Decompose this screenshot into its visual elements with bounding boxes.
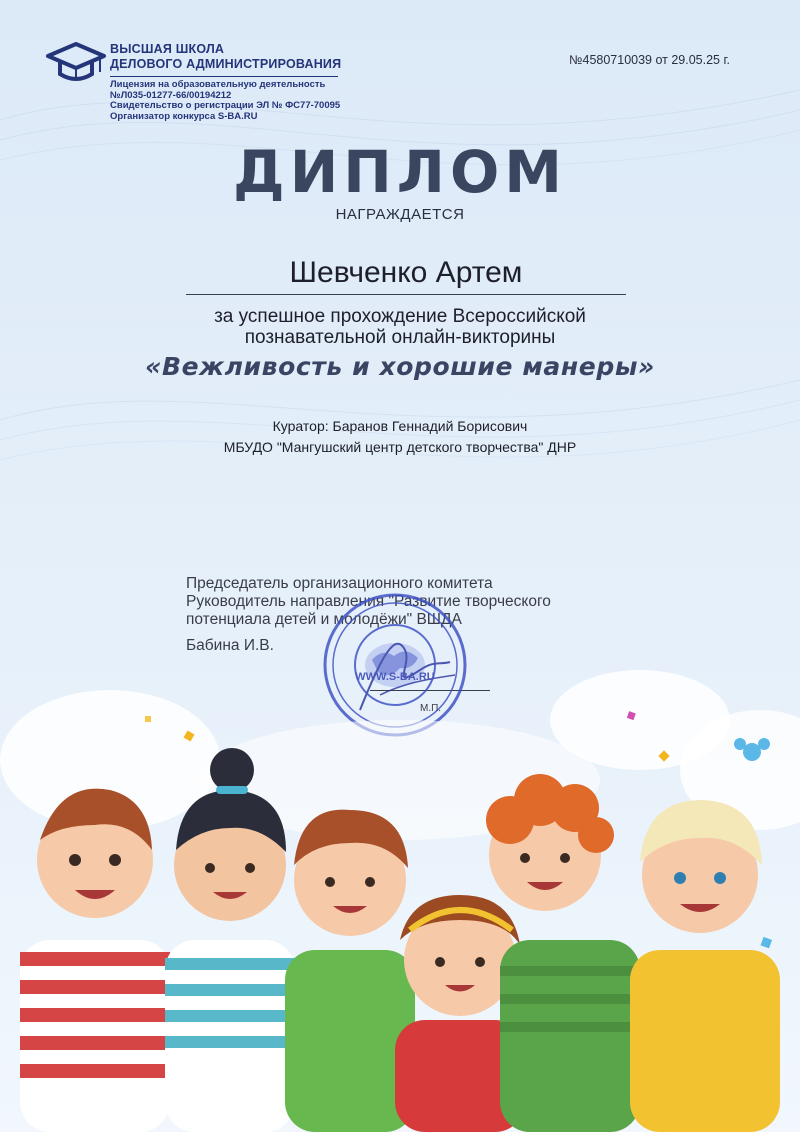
diploma-title: ДИПЛОМ [233, 138, 567, 206]
registration-text: Свидетельство о регистрации ЭЛ № ФС77-70095 [110, 100, 341, 111]
document-number: №4580710039 от 29.05.25 г. [569, 53, 730, 67]
signatory-line1: Председатель организационного комитета [186, 575, 493, 592]
institution-name: МБУДО "Мангушский центр детского творчества" ДНР [223, 439, 577, 455]
child-red-curly-hair [486, 774, 640, 1132]
curator-block [0, 416, 800, 458]
recipient-name: Шевченко Артем [186, 256, 626, 295]
curator-name: Куратор: Баранов Геннадий Борисович [272, 418, 528, 434]
organization-block [110, 42, 341, 122]
org-divider [110, 76, 338, 77]
signatory-name: Бабина И.В. [186, 637, 274, 654]
award-reason [0, 306, 800, 348]
stamp-website-text: WWW.S-BA.RU [355, 671, 435, 683]
license-label: Лицензия на образовательную деятельность [110, 79, 326, 90]
children-illustration [0, 640, 800, 1132]
reason-line2: познавательной онлайн-викторины [244, 327, 556, 348]
org-name-line2: ДЕЛОВОГО АДМИНИСТРИРОВАНИЯ [110, 57, 342, 71]
signatory-line3: потенциала детей и молодёжи" ВШДА [186, 611, 462, 628]
child-blond-yellow-shirt [630, 800, 780, 1132]
organizer-text: Организатор конкурса S-BA.RU [110, 110, 258, 122]
quiz-title: «Вежливость и хорошие манеры» [145, 352, 655, 381]
awarded-label: НАГРАЖДАЕТСЯ [335, 206, 465, 223]
org-name-line1: ВЫСШАЯ ШКОЛА [110, 42, 225, 56]
reason-line1: за успешное прохождение Всероссийской [214, 306, 586, 327]
stamp-place-label: М.П. [420, 703, 442, 714]
signatory-line2: Руководитель направления "Развитие творческого [186, 593, 551, 610]
child-left-striped [20, 789, 170, 1132]
graduation-cap-logo-icon [46, 38, 106, 84]
license-number: №Л035-01277-66/00194212 [110, 89, 232, 101]
